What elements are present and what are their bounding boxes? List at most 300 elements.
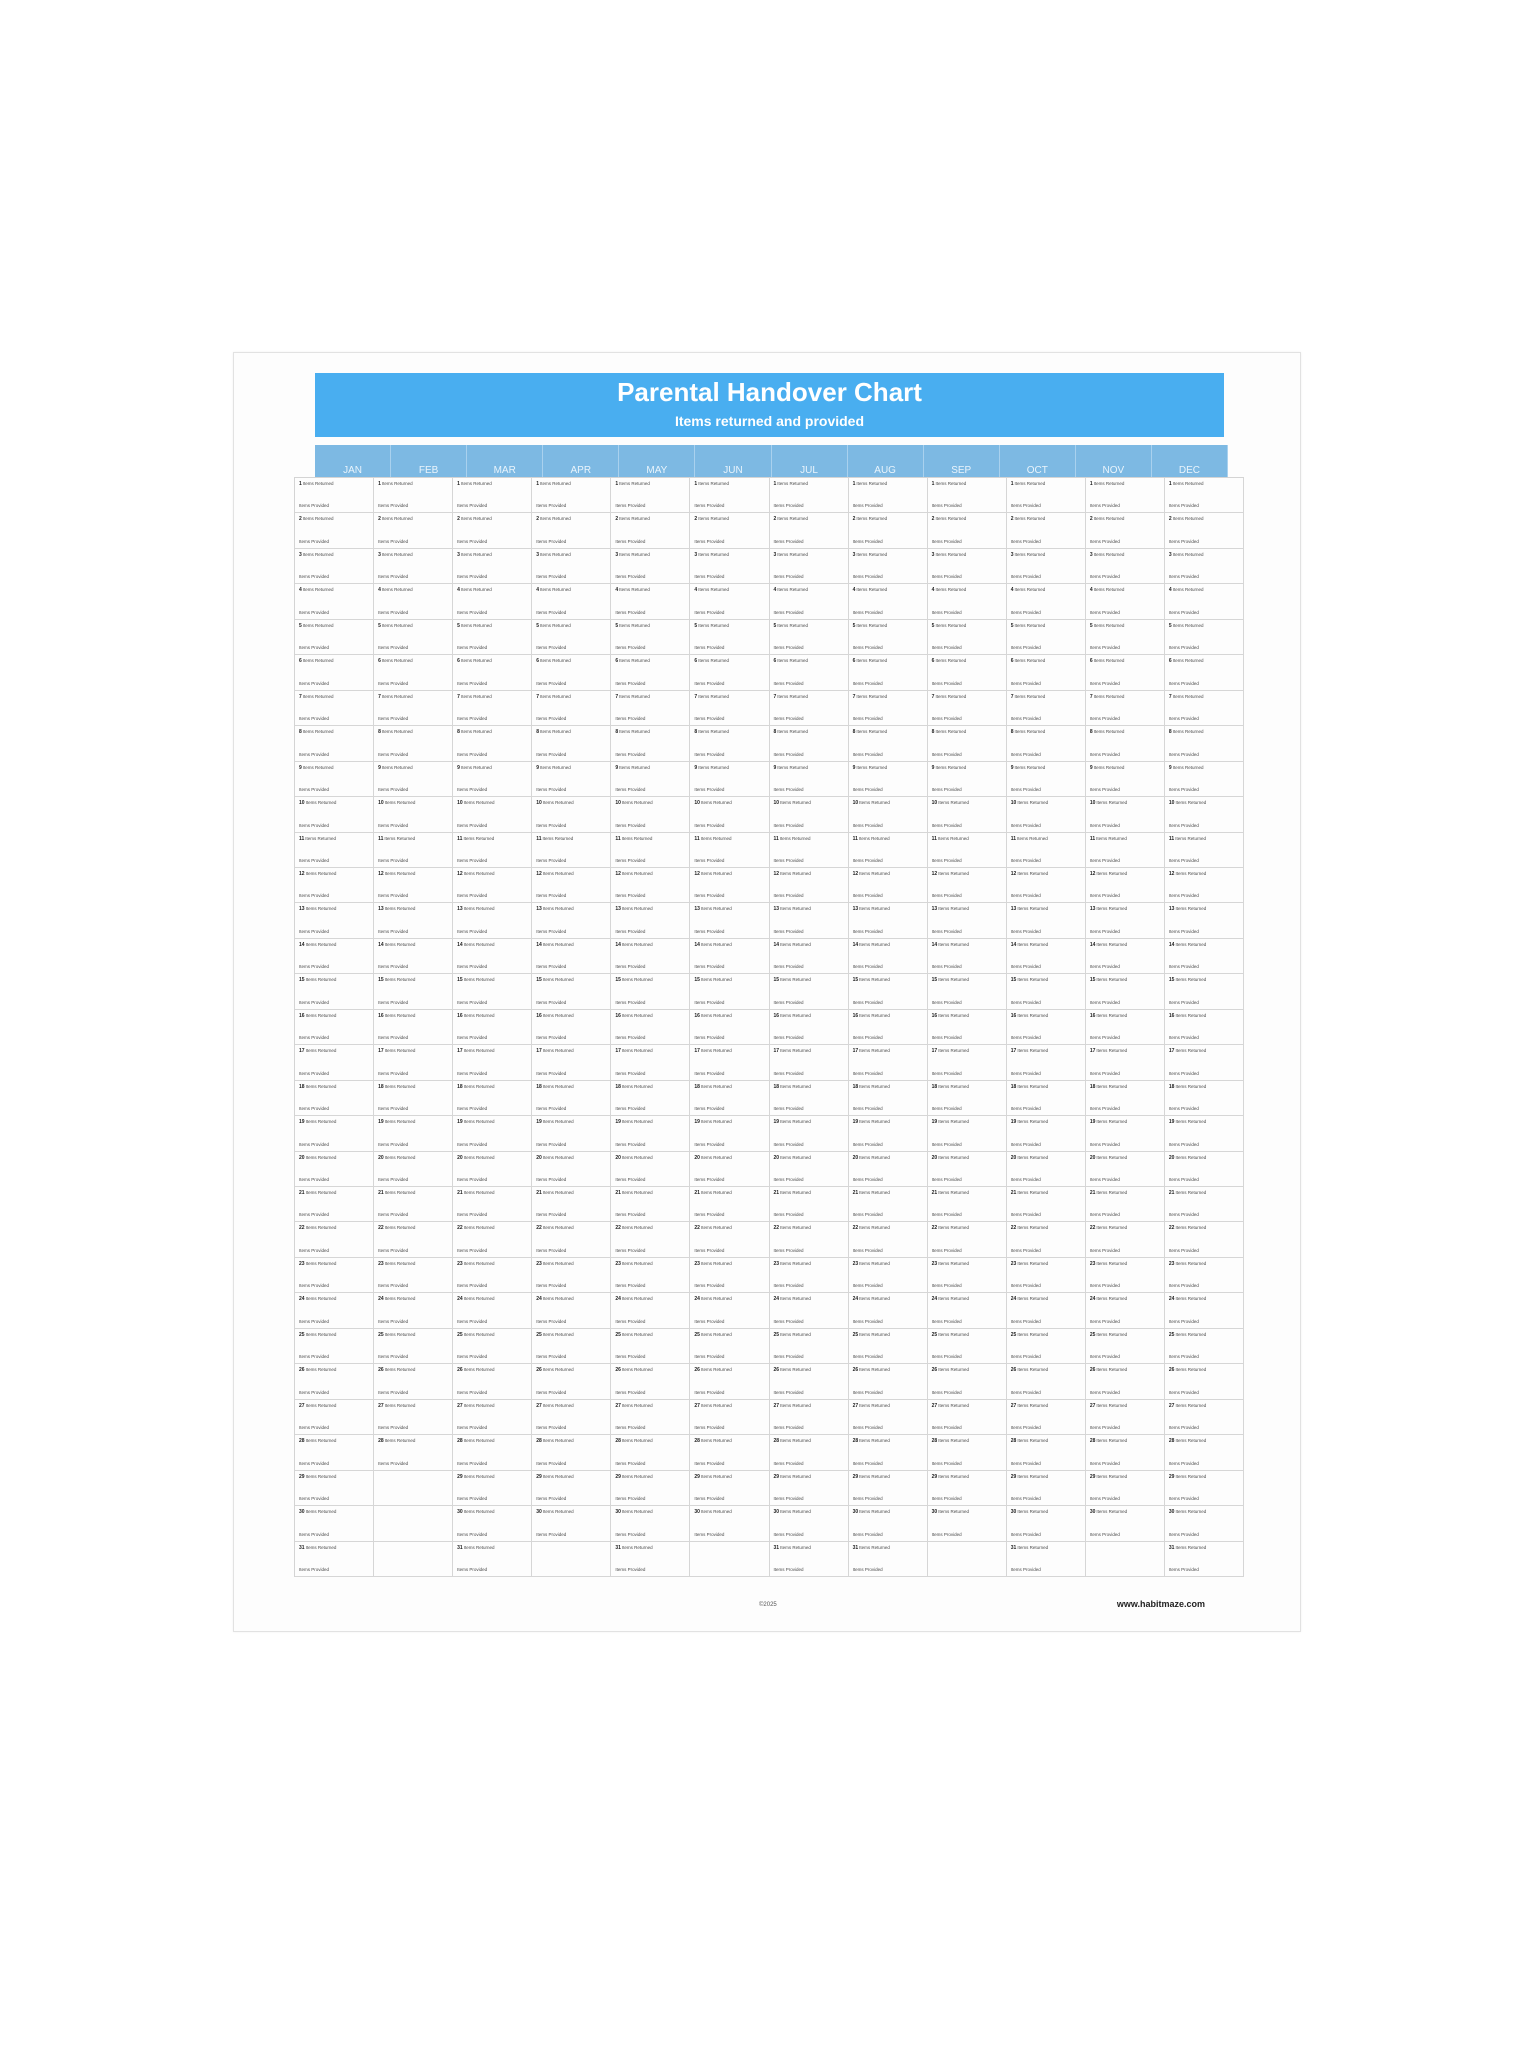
day-cell[interactable] [532, 620, 611, 655]
day-cell[interactable] [928, 903, 1007, 938]
day-cell[interactable] [770, 1045, 849, 1080]
day-cell[interactable] [453, 1187, 532, 1222]
day-cell[interactable] [770, 1081, 849, 1116]
day-cell[interactable] [611, 655, 690, 690]
day-cell[interactable] [532, 1471, 611, 1506]
day-cell[interactable] [849, 655, 928, 690]
day-cell[interactable] [928, 1010, 1007, 1045]
day-cell[interactable] [374, 1258, 453, 1293]
day-cell[interactable] [532, 1116, 611, 1151]
day-cell[interactable] [1086, 584, 1165, 619]
day-cell[interactable] [1165, 797, 1244, 832]
day-cell[interactable] [1086, 1293, 1165, 1328]
day-cell[interactable] [770, 1258, 849, 1293]
day-cell[interactable] [1086, 833, 1165, 868]
day-cell[interactable] [1165, 1081, 1244, 1116]
day-cell[interactable] [611, 762, 690, 797]
day-cell[interactable] [532, 1435, 611, 1470]
day-cell[interactable] [453, 1400, 532, 1435]
day-cell[interactable] [1165, 691, 1244, 726]
day-cell[interactable] [295, 1187, 374, 1222]
day-cell[interactable] [453, 1542, 532, 1577]
day-cell[interactable] [1086, 939, 1165, 974]
day-cell[interactable] [374, 1045, 453, 1080]
day-cell[interactable] [849, 1187, 928, 1222]
day-cell[interactable] [1086, 1045, 1165, 1080]
day-cell[interactable] [295, 549, 374, 584]
day-cell[interactable] [1086, 1435, 1165, 1470]
day-cell[interactable] [928, 833, 1007, 868]
day-cell[interactable] [453, 1045, 532, 1080]
day-cell[interactable] [770, 1364, 849, 1399]
day-cell[interactable] [532, 762, 611, 797]
day-cell[interactable] [849, 1329, 928, 1364]
day-cell[interactable] [770, 1116, 849, 1151]
day-cell[interactable] [532, 797, 611, 832]
day-cell[interactable] [770, 726, 849, 761]
day-cell[interactable] [1007, 1010, 1086, 1045]
day-cell[interactable] [295, 939, 374, 974]
day-cell[interactable] [532, 691, 611, 726]
day-cell[interactable] [1007, 797, 1086, 832]
day-cell[interactable] [611, 903, 690, 938]
day-cell[interactable] [690, 1045, 769, 1080]
day-cell[interactable] [532, 833, 611, 868]
day-cell[interactable] [532, 1258, 611, 1293]
day-cell[interactable] [770, 478, 849, 513]
day-cell[interactable] [1165, 584, 1244, 619]
day-cell[interactable] [295, 868, 374, 903]
day-cell[interactable] [770, 797, 849, 832]
day-cell[interactable] [849, 691, 928, 726]
day-cell[interactable] [1007, 584, 1086, 619]
day-cell[interactable] [295, 1116, 374, 1151]
day-cell[interactable] [849, 1010, 928, 1045]
day-cell[interactable] [611, 868, 690, 903]
day-cell[interactable] [374, 478, 453, 513]
day-cell[interactable] [611, 478, 690, 513]
day-cell[interactable] [690, 1471, 769, 1506]
day-cell[interactable] [374, 584, 453, 619]
day-cell[interactable] [374, 1187, 453, 1222]
day-cell[interactable] [690, 655, 769, 690]
day-cell[interactable] [928, 1471, 1007, 1506]
day-cell[interactable] [1165, 1116, 1244, 1151]
day-cell[interactable] [928, 797, 1007, 832]
day-cell[interactable] [1086, 1222, 1165, 1257]
day-cell[interactable] [532, 1400, 611, 1435]
day-cell[interactable] [770, 1152, 849, 1187]
day-cell[interactable] [1086, 1187, 1165, 1222]
day-cell[interactable] [1007, 1187, 1086, 1222]
day-cell[interactable] [374, 974, 453, 1009]
day-cell[interactable] [849, 939, 928, 974]
day-cell[interactable] [532, 726, 611, 761]
day-cell[interactable] [295, 1045, 374, 1080]
day-cell[interactable] [1165, 1435, 1244, 1470]
day-cell[interactable] [611, 691, 690, 726]
day-cell[interactable] [611, 513, 690, 548]
day-cell[interactable] [928, 549, 1007, 584]
day-cell[interactable] [770, 1435, 849, 1470]
day-cell[interactable] [1086, 797, 1165, 832]
day-cell[interactable] [1007, 833, 1086, 868]
day-cell[interactable] [690, 762, 769, 797]
day-cell[interactable] [374, 903, 453, 938]
day-cell[interactable] [849, 1506, 928, 1541]
day-cell[interactable] [849, 1081, 928, 1116]
day-cell[interactable] [928, 1293, 1007, 1328]
day-cell[interactable] [1007, 1081, 1086, 1116]
day-cell[interactable] [1165, 868, 1244, 903]
day-cell[interactable] [453, 1258, 532, 1293]
day-cell[interactable] [374, 939, 453, 974]
day-cell[interactable] [532, 1152, 611, 1187]
day-cell[interactable] [690, 691, 769, 726]
day-cell[interactable] [1086, 903, 1165, 938]
day-cell[interactable] [1007, 939, 1086, 974]
day-cell[interactable] [611, 1222, 690, 1257]
day-cell[interactable] [295, 797, 374, 832]
day-cell[interactable] [770, 903, 849, 938]
day-cell[interactable] [1086, 1152, 1165, 1187]
day-cell[interactable] [532, 1187, 611, 1222]
day-cell[interactable] [1007, 1400, 1086, 1435]
day-cell[interactable] [1086, 1329, 1165, 1364]
day-cell[interactable] [532, 1329, 611, 1364]
day-cell[interactable] [532, 549, 611, 584]
day-cell[interactable] [928, 691, 1007, 726]
day-cell[interactable] [770, 691, 849, 726]
day-cell[interactable] [611, 1187, 690, 1222]
day-cell[interactable] [374, 1081, 453, 1116]
day-cell[interactable] [770, 762, 849, 797]
day-cell[interactable] [928, 974, 1007, 1009]
day-cell[interactable] [453, 549, 532, 584]
day-cell[interactable] [453, 1364, 532, 1399]
day-cell[interactable] [770, 974, 849, 1009]
day-cell[interactable] [453, 1152, 532, 1187]
day-cell[interactable] [374, 1116, 453, 1151]
day-cell[interactable] [1007, 1293, 1086, 1328]
day-cell[interactable] [928, 1329, 1007, 1364]
day-cell[interactable] [532, 1364, 611, 1399]
day-cell[interactable] [374, 1222, 453, 1257]
day-cell[interactable] [770, 1471, 849, 1506]
day-cell[interactable] [770, 833, 849, 868]
day-cell[interactable] [374, 549, 453, 584]
day-cell[interactable] [1086, 513, 1165, 548]
day-cell[interactable] [611, 1116, 690, 1151]
day-cell[interactable] [1086, 620, 1165, 655]
day-cell[interactable] [849, 868, 928, 903]
day-cell[interactable] [374, 762, 453, 797]
day-cell[interactable] [770, 1010, 849, 1045]
day-cell[interactable] [1007, 655, 1086, 690]
day-cell[interactable] [1086, 762, 1165, 797]
day-cell[interactable] [532, 478, 611, 513]
day-cell[interactable] [453, 868, 532, 903]
day-cell[interactable] [1165, 1187, 1244, 1222]
day-cell[interactable] [849, 974, 928, 1009]
day-cell[interactable] [1165, 1364, 1244, 1399]
day-cell[interactable] [295, 478, 374, 513]
day-cell[interactable] [453, 584, 532, 619]
day-cell[interactable] [1007, 762, 1086, 797]
day-cell[interactable] [770, 1329, 849, 1364]
day-cell[interactable] [1007, 974, 1086, 1009]
day-cell[interactable] [849, 1400, 928, 1435]
day-cell[interactable] [1007, 513, 1086, 548]
day-cell[interactable] [1007, 1435, 1086, 1470]
day-cell[interactable] [1007, 620, 1086, 655]
day-cell[interactable] [1007, 1222, 1086, 1257]
day-cell[interactable] [453, 478, 532, 513]
day-cell[interactable] [611, 833, 690, 868]
day-cell[interactable] [611, 1506, 690, 1541]
day-cell[interactable] [532, 939, 611, 974]
day-cell[interactable] [611, 1364, 690, 1399]
day-cell[interactable] [690, 797, 769, 832]
day-cell[interactable] [1007, 549, 1086, 584]
day-cell[interactable] [928, 726, 1007, 761]
day-cell[interactable] [295, 762, 374, 797]
day-cell[interactable] [611, 1471, 690, 1506]
day-cell[interactable] [690, 974, 769, 1009]
day-cell[interactable] [611, 939, 690, 974]
day-cell[interactable] [1165, 974, 1244, 1009]
day-cell[interactable] [849, 478, 928, 513]
day-cell[interactable] [690, 1435, 769, 1470]
day-cell[interactable] [1007, 1045, 1086, 1080]
day-cell[interactable] [1165, 833, 1244, 868]
day-cell[interactable] [690, 833, 769, 868]
day-cell[interactable] [1007, 1471, 1086, 1506]
day-cell[interactable] [374, 691, 453, 726]
day-cell[interactable] [374, 868, 453, 903]
day-cell[interactable] [1165, 1258, 1244, 1293]
day-cell[interactable] [532, 868, 611, 903]
day-cell[interactable] [690, 584, 769, 619]
day-cell[interactable] [295, 620, 374, 655]
day-cell[interactable] [532, 1081, 611, 1116]
day-cell[interactable] [690, 1187, 769, 1222]
day-cell[interactable] [295, 1258, 374, 1293]
day-cell[interactable] [453, 1222, 532, 1257]
day-cell[interactable] [374, 1435, 453, 1470]
day-cell[interactable] [532, 1506, 611, 1541]
day-cell[interactable] [928, 1152, 1007, 1187]
day-cell[interactable] [1086, 1258, 1165, 1293]
day-cell[interactable] [611, 1293, 690, 1328]
day-cell[interactable] [849, 1258, 928, 1293]
day-cell[interactable] [374, 513, 453, 548]
day-cell[interactable] [928, 1506, 1007, 1541]
day-cell[interactable] [1165, 939, 1244, 974]
day-cell[interactable] [1165, 1471, 1244, 1506]
day-cell[interactable] [849, 833, 928, 868]
day-cell[interactable] [453, 1010, 532, 1045]
day-cell[interactable] [928, 868, 1007, 903]
day-cell[interactable] [928, 513, 1007, 548]
day-cell[interactable] [1086, 726, 1165, 761]
day-cell[interactable] [453, 1293, 532, 1328]
day-cell[interactable] [611, 1152, 690, 1187]
day-cell[interactable] [611, 1400, 690, 1435]
day-cell[interactable] [1086, 478, 1165, 513]
day-cell[interactable] [1007, 726, 1086, 761]
day-cell[interactable] [453, 974, 532, 1009]
day-cell[interactable] [1165, 762, 1244, 797]
day-cell[interactable] [690, 939, 769, 974]
day-cell[interactable] [374, 1010, 453, 1045]
day-cell[interactable] [295, 903, 374, 938]
day-cell[interactable] [611, 726, 690, 761]
day-cell[interactable] [295, 1081, 374, 1116]
day-cell[interactable] [770, 549, 849, 584]
day-cell[interactable] [1086, 1471, 1165, 1506]
day-cell[interactable] [928, 1045, 1007, 1080]
day-cell[interactable] [295, 1471, 374, 1506]
day-cell[interactable] [295, 1010, 374, 1045]
day-cell[interactable] [1007, 1258, 1086, 1293]
day-cell[interactable] [532, 513, 611, 548]
day-cell[interactable] [1165, 620, 1244, 655]
day-cell[interactable] [1086, 974, 1165, 1009]
day-cell[interactable] [849, 1222, 928, 1257]
day-cell[interactable] [849, 762, 928, 797]
day-cell[interactable] [770, 1542, 849, 1577]
day-cell[interactable] [532, 974, 611, 1009]
day-cell[interactable] [770, 584, 849, 619]
day-cell[interactable] [1007, 1116, 1086, 1151]
day-cell[interactable] [374, 1400, 453, 1435]
day-cell[interactable] [770, 1506, 849, 1541]
day-cell[interactable] [770, 868, 849, 903]
day-cell[interactable] [690, 1258, 769, 1293]
day-cell[interactable] [374, 833, 453, 868]
day-cell[interactable] [928, 1364, 1007, 1399]
day-cell[interactable] [1165, 513, 1244, 548]
day-cell[interactable] [928, 620, 1007, 655]
day-cell[interactable] [849, 513, 928, 548]
day-cell[interactable] [611, 1329, 690, 1364]
day-cell[interactable] [611, 1045, 690, 1080]
day-cell[interactable] [611, 620, 690, 655]
day-cell[interactable] [690, 1152, 769, 1187]
day-cell[interactable] [453, 1329, 532, 1364]
day-cell[interactable] [690, 868, 769, 903]
day-cell[interactable] [690, 513, 769, 548]
day-cell[interactable] [690, 478, 769, 513]
day-cell[interactable] [928, 1222, 1007, 1257]
day-cell[interactable] [295, 1364, 374, 1399]
day-cell[interactable] [1007, 1364, 1086, 1399]
day-cell[interactable] [849, 1542, 928, 1577]
day-cell[interactable] [928, 1187, 1007, 1222]
day-cell[interactable] [1165, 549, 1244, 584]
day-cell[interactable] [690, 726, 769, 761]
day-cell[interactable] [1007, 868, 1086, 903]
day-cell[interactable] [1007, 903, 1086, 938]
day-cell[interactable] [690, 549, 769, 584]
day-cell[interactable] [928, 1435, 1007, 1470]
day-cell[interactable] [1165, 1542, 1244, 1577]
day-cell[interactable] [690, 1010, 769, 1045]
day-cell[interactable] [295, 974, 374, 1009]
day-cell[interactable] [849, 797, 928, 832]
day-cell[interactable] [295, 655, 374, 690]
day-cell[interactable] [1086, 1364, 1165, 1399]
day-cell[interactable] [1165, 1400, 1244, 1435]
day-cell[interactable] [690, 1506, 769, 1541]
day-cell[interactable] [1086, 691, 1165, 726]
day-cell[interactable] [690, 1329, 769, 1364]
day-cell[interactable] [611, 974, 690, 1009]
day-cell[interactable] [1086, 655, 1165, 690]
day-cell[interactable] [611, 549, 690, 584]
day-cell[interactable] [453, 762, 532, 797]
day-cell[interactable] [928, 762, 1007, 797]
day-cell[interactable] [1165, 1222, 1244, 1257]
day-cell[interactable] [849, 903, 928, 938]
day-cell[interactable] [611, 1081, 690, 1116]
day-cell[interactable] [1165, 1506, 1244, 1541]
day-cell[interactable] [1007, 691, 1086, 726]
day-cell[interactable] [690, 1116, 769, 1151]
day-cell[interactable] [453, 1435, 532, 1470]
day-cell[interactable] [532, 1045, 611, 1080]
day-cell[interactable] [295, 833, 374, 868]
day-cell[interactable] [928, 655, 1007, 690]
day-cell[interactable] [295, 1506, 374, 1541]
day-cell[interactable] [295, 726, 374, 761]
day-cell[interactable] [374, 1152, 453, 1187]
day-cell[interactable] [1165, 478, 1244, 513]
day-cell[interactable] [1086, 1506, 1165, 1541]
day-cell[interactable] [928, 1400, 1007, 1435]
day-cell[interactable] [374, 1329, 453, 1364]
day-cell[interactable] [849, 584, 928, 619]
day-cell[interactable] [849, 1471, 928, 1506]
day-cell[interactable] [295, 691, 374, 726]
day-cell[interactable] [1165, 655, 1244, 690]
day-cell[interactable] [690, 1364, 769, 1399]
day-cell[interactable] [1165, 1045, 1244, 1080]
day-cell[interactable] [295, 1152, 374, 1187]
day-cell[interactable] [611, 1010, 690, 1045]
day-cell[interactable] [928, 584, 1007, 619]
day-cell[interactable] [770, 939, 849, 974]
day-cell[interactable] [611, 1542, 690, 1577]
day-cell[interactable] [295, 513, 374, 548]
day-cell[interactable] [453, 1081, 532, 1116]
day-cell[interactable] [690, 620, 769, 655]
day-cell[interactable] [690, 1222, 769, 1257]
day-cell[interactable] [453, 903, 532, 938]
day-cell[interactable] [374, 726, 453, 761]
day-cell[interactable] [849, 620, 928, 655]
day-cell[interactable] [849, 1293, 928, 1328]
day-cell[interactable] [770, 655, 849, 690]
day-cell[interactable] [295, 1329, 374, 1364]
day-cell[interactable] [453, 513, 532, 548]
day-cell[interactable] [453, 833, 532, 868]
day-cell[interactable] [1007, 478, 1086, 513]
day-cell[interactable] [374, 1364, 453, 1399]
day-cell[interactable] [374, 655, 453, 690]
day-cell[interactable] [453, 797, 532, 832]
